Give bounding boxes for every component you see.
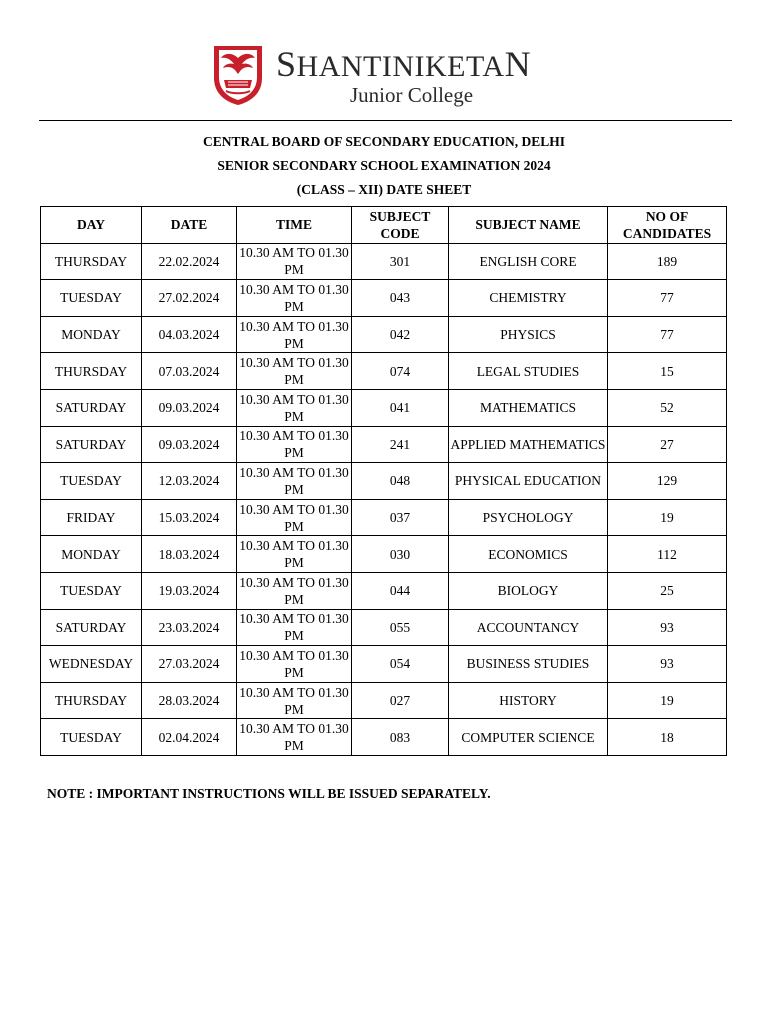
candidates-cell: 112 [608,536,727,573]
brand-initial: S [276,44,297,84]
day-cell: TUESDAY [41,719,142,756]
table-row [41,536,727,573]
day-cell: WEDNESDAY [41,646,142,683]
time-cell: 10.30 AM TO 01.30 PM [237,499,352,536]
subject-code-cell: 054 [352,646,449,683]
candidates-cell: 18 [608,719,727,756]
date-cell: 18.03.2024 [142,536,237,573]
candidates-cell: 15 [608,353,727,390]
date-cell: 23.03.2024 [142,609,237,646]
brand-title [276,44,532,84]
day-cell: SATURDAY [41,609,142,646]
day-cell: MONDAY [41,536,142,573]
table-row [41,463,727,500]
table-row [41,499,727,536]
column-header: NO OF CANDIDATES [608,207,727,244]
date-cell: 12.03.2024 [142,463,237,500]
day-cell: TUESDAY [41,572,142,609]
brand-final: N [504,44,532,84]
column-header: SUBJECT NAME [449,207,608,244]
table-row [41,572,727,609]
date-cell: 02.04.2024 [142,719,237,756]
time-cell: 10.30 AM TO 01.30 PM [237,389,352,426]
day-cell: THURSDAY [41,682,142,719]
candidates-cell: 19 [608,682,727,719]
subject-name-cell: COMPUTER SCIENCE [449,719,608,756]
subject-name-cell: ENGLISH CORE [449,243,608,280]
day-cell: THURSDAY [41,243,142,280]
time-cell: 10.30 AM TO 01.30 PM [237,682,352,719]
time-cell: 10.30 AM TO 01.30 PM [237,609,352,646]
time-cell: 10.30 AM TO 01.30 PM [237,719,352,756]
candidates-cell: 27 [608,426,727,463]
table-row [41,719,727,756]
date-cell: 15.03.2024 [142,499,237,536]
subject-name-cell: ECONOMICS [449,536,608,573]
subject-code-cell: 030 [352,536,449,573]
subject-code-cell: 043 [352,280,449,317]
day-cell: TUESDAY [41,463,142,500]
table-row [41,646,727,683]
date-cell: 19.03.2024 [142,572,237,609]
subject-name-cell: ACCOUNTANCY [449,609,608,646]
subject-name-cell: PHYSICAL EDUCATION [449,463,608,500]
time-cell: 10.30 AM TO 01.30 PM [237,280,352,317]
title-exam: SENIOR SECONDARY SCHOOL EXAMINATION 2024 [217,158,551,173]
date-cell: 07.03.2024 [142,353,237,390]
date-cell: 27.03.2024 [142,646,237,683]
table-row [41,426,727,463]
subject-code-cell: 044 [352,572,449,609]
subject-name-cell: HISTORY [449,682,608,719]
table-row [41,316,727,353]
subject-name-cell: MATHEMATICS [449,389,608,426]
candidates-cell: 25 [608,572,727,609]
subject-code-cell: 048 [352,463,449,500]
subject-name-cell: PSYCHOLOGY [449,499,608,536]
column-header: DAY [41,207,142,244]
brand-middle: HANTINIKETA [296,50,505,83]
subject-name-cell: LEGAL STUDIES [449,353,608,390]
time-cell: 10.30 AM TO 01.30 PM [237,463,352,500]
date-cell: 27.02.2024 [142,280,237,317]
college-crest-icon [210,44,266,106]
title-datesheet: (CLASS – XII) DATE SHEET [296,182,472,197]
time-cell: 10.30 AM TO 01.30 PM [237,536,352,573]
column-header: SUBJECT CODE [352,207,449,244]
date-cell: 28.03.2024 [142,682,237,719]
subject-name-cell: PHYSICS [449,316,608,353]
time-cell: 10.30 AM TO 01.30 PM [237,243,352,280]
day-cell: SATURDAY [41,426,142,463]
time-cell: 10.30 AM TO 01.30 PM [237,316,352,353]
subject-code-cell: 037 [352,499,449,536]
date-cell: 09.03.2024 [142,389,237,426]
time-cell: 10.30 AM TO 01.30 PM [237,426,352,463]
title-board: CENTRAL BOARD OF SECONDARY EDUCATION, DELHI [202,134,566,149]
letterhead [0,40,768,110]
note-text: NOTE : IMPORTANT INSTRUCTIONS WILL BE ISSUED SEPARATELY. [47,786,491,801]
candidates-cell: 52 [608,389,727,426]
table-row [41,353,727,390]
table-row [41,682,727,719]
table-row [41,609,727,646]
subject-name-cell: BIOLOGY [449,572,608,609]
candidates-cell: 93 [608,609,727,646]
date-cell: 04.03.2024 [142,316,237,353]
table-row [41,389,727,426]
candidates-cell: 93 [608,646,727,683]
subject-code-cell: 074 [352,353,449,390]
document-titles [0,135,768,207]
table-header-row [41,207,727,244]
college-name [276,44,532,107]
brand-subtitle: Junior College [350,83,474,107]
candidates-cell: 77 [608,316,727,353]
header-divider [39,120,732,121]
subject-code-cell: 083 [352,719,449,756]
day-cell: THURSDAY [41,353,142,390]
subject-name-cell: CHEMISTRY [449,280,608,317]
day-cell: TUESDAY [41,280,142,317]
column-header: TIME [237,207,352,244]
date-cell: 22.02.2024 [142,243,237,280]
day-cell: SATURDAY [41,389,142,426]
time-cell: 10.30 AM TO 01.30 PM [237,353,352,390]
date-sheet-table [40,206,727,756]
time-cell: 10.30 AM TO 01.30 PM [237,646,352,683]
candidates-cell: 19 [608,499,727,536]
subject-code-cell: 027 [352,682,449,719]
candidates-cell: 189 [608,243,727,280]
column-header: DATE [142,207,237,244]
subject-name-cell: APPLIED MATHEMATICS [449,426,608,463]
day-cell: MONDAY [41,316,142,353]
time-cell: 10.30 AM TO 01.30 PM [237,572,352,609]
table-row [41,280,727,317]
candidates-cell: 77 [608,280,727,317]
day-cell: FRIDAY [41,499,142,536]
subject-code-cell: 042 [352,316,449,353]
subject-code-cell: 041 [352,389,449,426]
subject-code-cell: 301 [352,243,449,280]
table-row [41,243,727,280]
subject-name-cell: BUSINESS STUDIES [449,646,608,683]
candidates-cell: 129 [608,463,727,500]
subject-code-cell: 055 [352,609,449,646]
subject-code-cell: 241 [352,426,449,463]
date-cell: 09.03.2024 [142,426,237,463]
